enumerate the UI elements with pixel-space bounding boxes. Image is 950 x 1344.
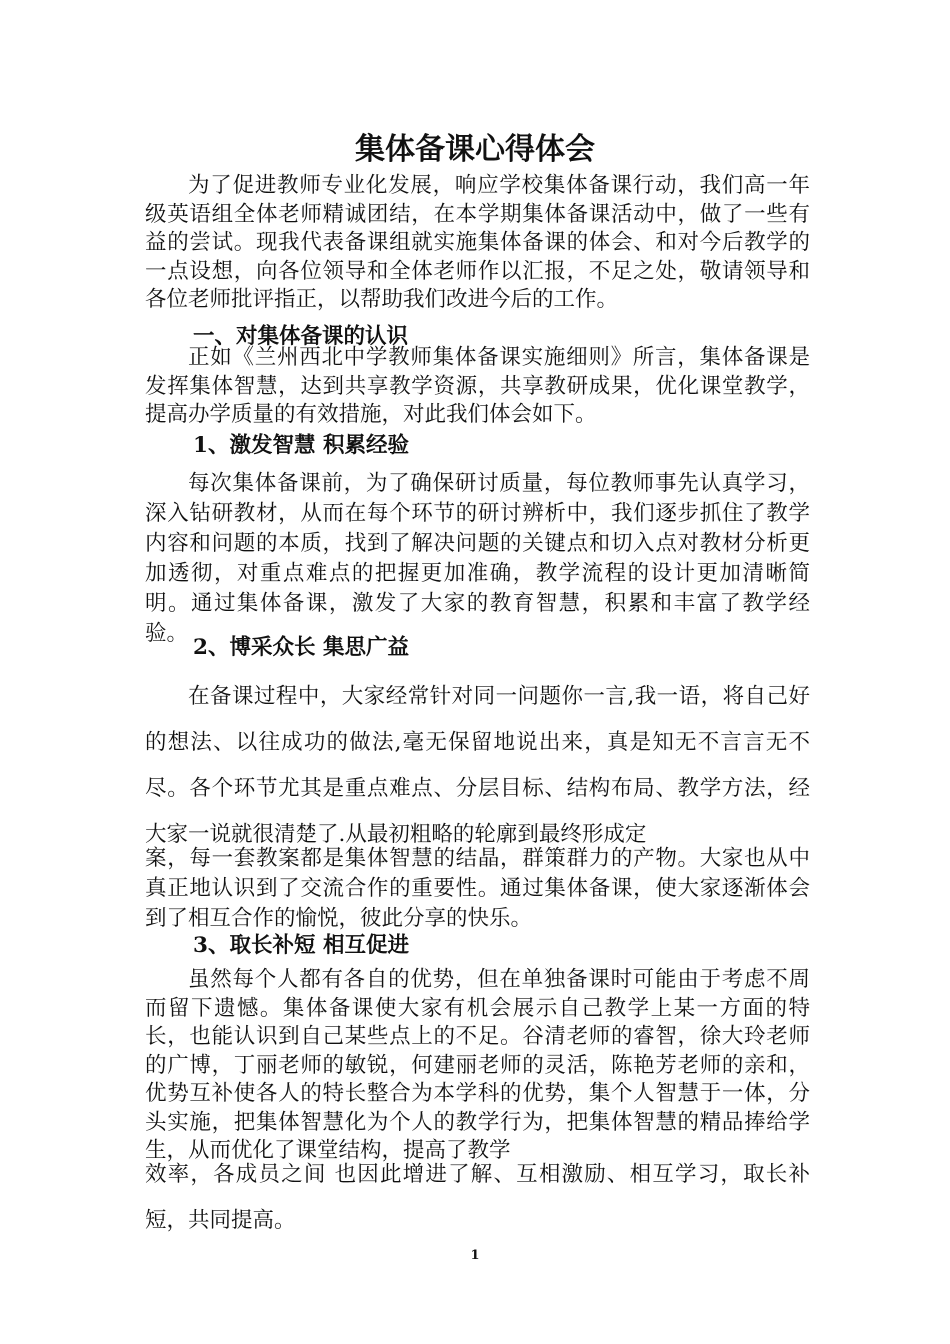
section-1-heading: 一、对集体备课的认识 — [193, 324, 409, 349]
page-number: 1 — [470, 1248, 480, 1263]
section-1-paragraph: 正如《兰州西北中学教师集体备课实施细则》所言，集体备课是发挥集体智慧，达到共享教学资源，共享教研成果，优化课堂教学，提高办学质量的有效措施，对此我们体会如下。 — [145, 345, 810, 427]
intro-paragraph: 为了促进教师专业化发展，响应学校集体备课行动，我们高一年级英语组全体老师精诚团结，在本学期集体备课活动中，做了一些有益的尝试。现我代表备课组就实施集体备课的体会、和对今后教学的一点设想，向各位领导和全体老师作以汇报，不足之处，敬请领导和各位老师批评指正，以帮助我们改进今后的工作。 — [145, 173, 810, 312]
point-3-heading: 3、取长补短 相互促进 — [193, 933, 409, 958]
point-1-paragraph: 每次集体备课前，为了确保研讨质量，每位教师事先认真学习，深入钻研教材，从而在每个环节的研讨辨析中，我们逐步抓住了教学内容和问题的本质，找到了解决问题的关键点和切入点对教材分析更加透彻，对重点难点的把握更加准确，教学流程的设计更加清晰简明。通过集体备课，激发了大家的教育智慧，积累和丰富了教学经验。 — [145, 471, 810, 646]
point-2-heading: 2、博采众长 集思广益 — [193, 635, 409, 660]
point-3-paragraph-b: 效率，各成员之间 也因此增进了解、互相激励、相互学习，取长补短，共同提高。 — [145, 1162, 810, 1233]
point-3-paragraph-a: 虽然每个人都有各自的优势，但在单独备课时可能由于考虑不周而留下遗憾。集体备课使大家有机会展示自己教学上某一方面的特长，也能认识到自己某些点上的不足。谷清老师的睿智，徐大玲老师的广博，丁丽老师的敏锐，何建丽老师的灵活，陈艳芳老师的亲和，优势互补使各人的特长整合为本学科的优势，集个人智慧于一体，分头实施，把集体智慧化为个人的教学行为，把集体智慧的精品捧给学生，从而优化了课堂结构，提高了教学 — [145, 967, 810, 1163]
point-2-paragraph-b: 案，每一套教案都是集体智慧的结晶，群策群力的产物。大家也从中真正地认识到了交流合作的重要性。通过集体备课，使大家逐渐体会到了相互合作的愉悦，彼此分享的快乐。 — [145, 846, 810, 931]
document-title: 集体备课心得体会 — [355, 132, 595, 167]
point-2-paragraph-a: 在备课过程中，大家经常针对同一问题你一言,我一语，将自己好的想法、以往成功的做法,毫无保留地说出来，真是知无不言言无不尽。各个环节尤其是重点难点、分层目标、结构布局、教学方法，经大家一说就很清楚了.从最初粗略的轮廓到最终形成定 — [145, 684, 810, 847]
point-1-heading: 1、激发智慧 积累经验 — [193, 433, 409, 458]
